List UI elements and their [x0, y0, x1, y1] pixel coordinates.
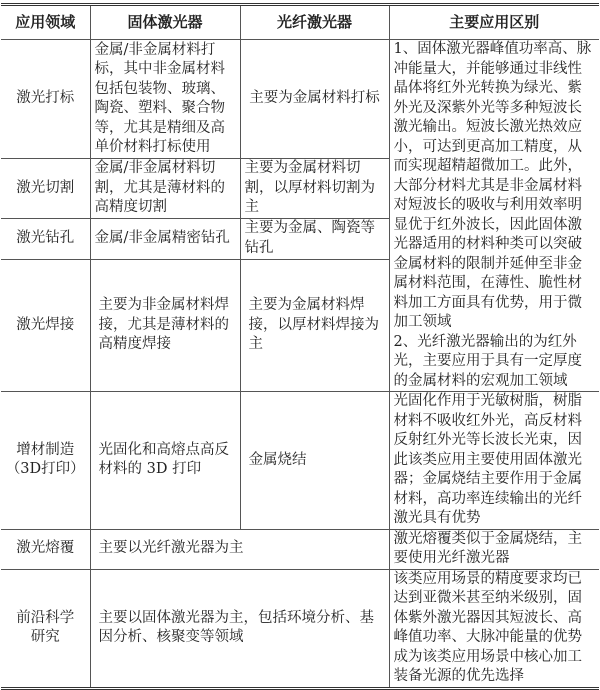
solid-cell: 光固化和高熔点高反材料的 3D 打印 [90, 392, 240, 530]
laser-application-table [1, 3, 599, 690]
table-row [1, 529, 599, 569]
fiber-cell: 主要为金属、陶瓷等钻孔 [240, 219, 389, 259]
fiber-cell: 主要为金属材料切割，以厚材料切割为主 [240, 159, 389, 219]
fiber-cell: 主要为金属材料焊接，以厚材料焊接为主 [240, 259, 389, 391]
merged-laser-cell: 主要以光纤激光器为主 [90, 529, 389, 569]
table-row [1, 569, 599, 688]
solid-cell: 金属/非金属材料切割，尤其是薄材料的高精度切割 [90, 159, 240, 219]
solid-cell: 金属/非金属材料打标，其中非金属材料包括包装物、玻璃、陶瓷、塑料、聚合物等，尤其是精细及高单价材料打标使用 [90, 40, 240, 159]
header-difference: 主要应用区别 [389, 5, 599, 40]
field-cell: 激光切割 [1, 159, 90, 219]
table-row [1, 40, 599, 159]
header-fiber-laser: 光纤激光器 [240, 5, 389, 40]
difference-cell: 激光熔覆类似于金属烧结，主要使用光纤激光器 [389, 529, 599, 569]
header-field: 应用领域 [1, 5, 90, 40]
solid-cell: 金属/非金属精密钻孔 [90, 219, 240, 259]
field-cell: 增材制造（3D打印） [1, 392, 90, 530]
field-cell: 激光打标 [1, 40, 90, 159]
field-cell: 激光熔覆 [1, 529, 90, 569]
difference-point-2: 2、光纤激光器输出的为红外光，主要应用于具有一定厚度的金属材料的宏观加工领域 [393, 333, 582, 389]
field-cell: 激光钻孔 [1, 219, 90, 259]
merged-laser-cell: 主要以固体激光器为主，包括环境分析、基因分析、核聚变等领域 [90, 569, 389, 688]
fiber-cell: 金属烧结 [240, 392, 389, 530]
header-solid-laser: 固体激光器 [90, 5, 240, 40]
table-row [1, 392, 599, 530]
field-cell: 激光焊接 [1, 259, 90, 391]
field-cell: 前沿科学研究 [1, 569, 90, 688]
difference-point-1: 1、固体激光器峰值功率高、脉冲能量大，并能够通过非线性晶体将红外光转换为绿光、紫外光及深紫外光等多种短波长激光输出。短波长激光热效应小，可达到更高加工精度，从而实现超精超微加工。此外，大部分材料尤其是非金属材料对短波长的吸收与利用效率明显优于红外波长，因此固体激光器适用的材料种类可以突破金属材料的限制并延伸至非金属材料范围，在薄性、脆性材料加工方面具有优势，用于微加工领域 [393, 41, 592, 330]
difference-cell: 光固化作用于光敏树脂，树脂材料不吸收红外光，高反材料反射红外光等长波长光束，因此该类应用主要使用固体激光器；金属烧结主要作用于金属材料，高功率连续输出的光纤激光具有优势 [389, 392, 599, 530]
difference-cell [389, 40, 599, 392]
fiber-cell: 主要为金属材料打标 [240, 40, 389, 159]
solid-cell: 主要为非金属材料焊接，尤其是薄材料的高精度焊接 [90, 259, 240, 391]
header-row [1, 5, 599, 40]
difference-cell: 该类应用场景的精度要求均已达到亚微米甚至纳米级别，固体紫外激光器因其短波长、高峰值功率、大脉冲能量的优势成为该类应用场景中核心加工装备光源的优先选择 [389, 569, 599, 688]
